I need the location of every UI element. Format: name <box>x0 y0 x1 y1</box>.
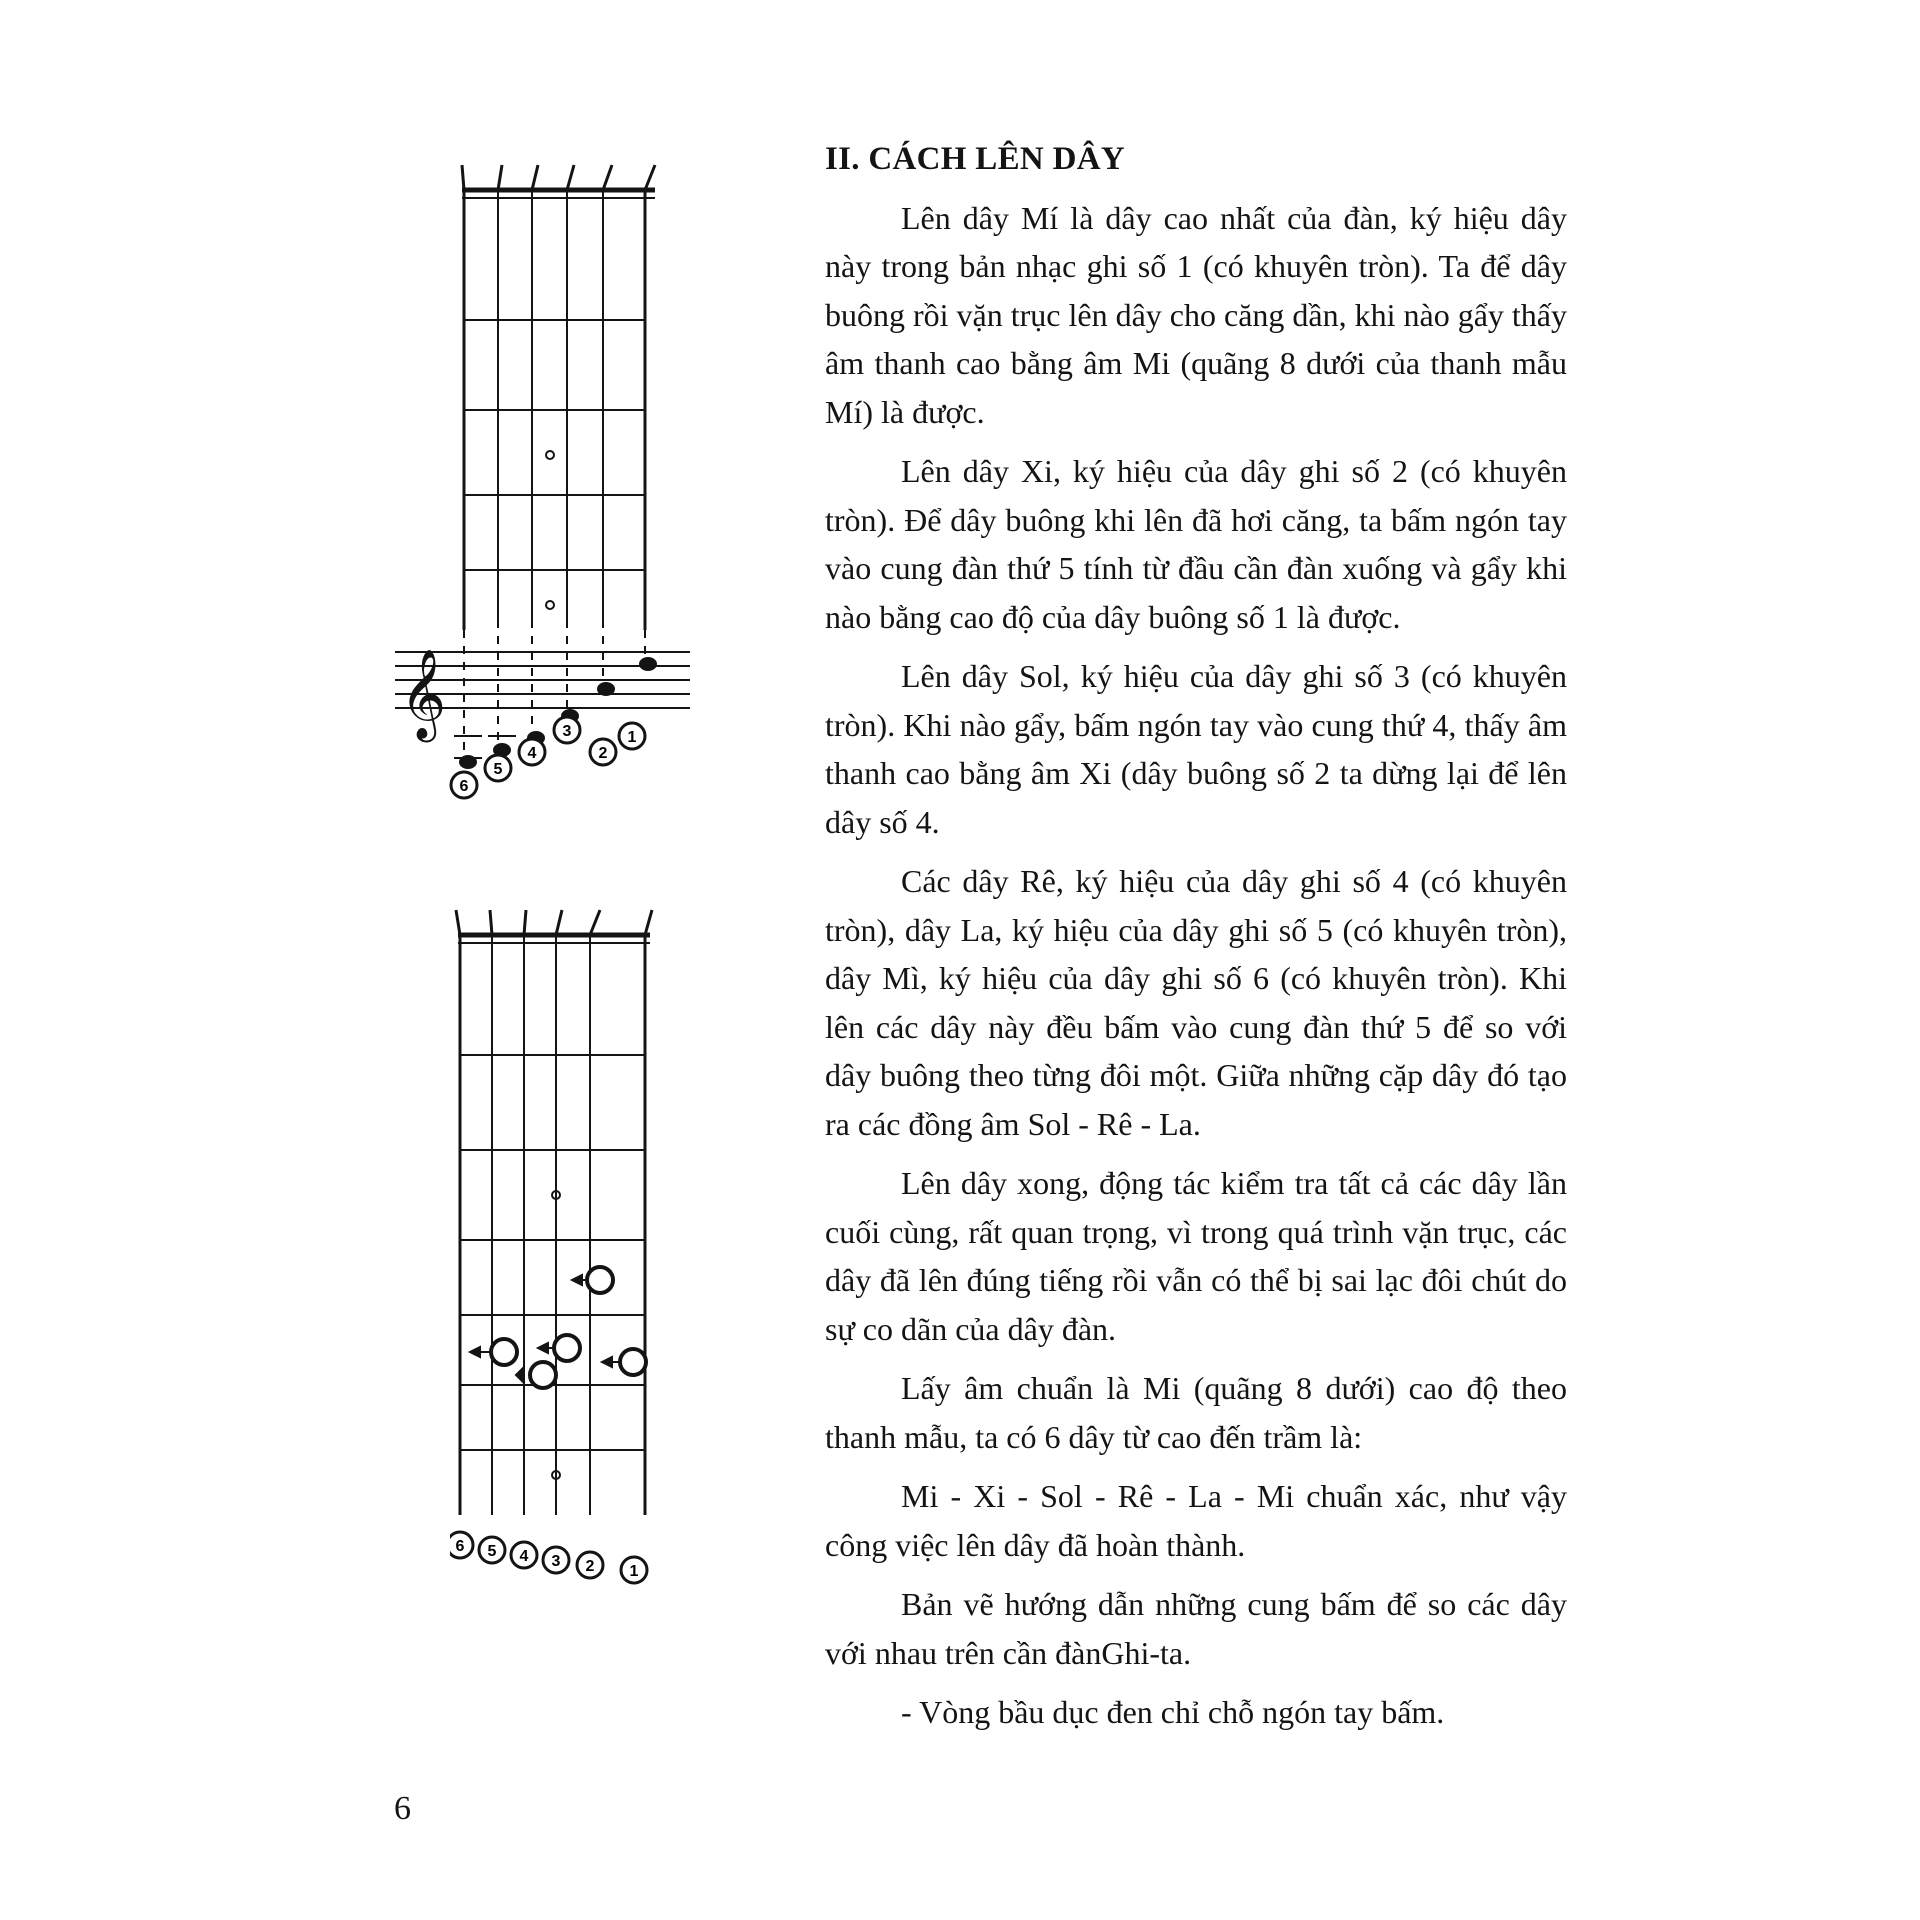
paragraph: Mi - Xi - Sol - Rê - La - Mi chuẩn xác, như vậy công việc lên dây đã hoàn thành. <box>825 1478 1567 1563</box>
string-number-1-icon <box>621 1557 647 1583</box>
note-head <box>598 683 614 695</box>
finger-position-marker <box>554 1335 580 1361</box>
string-number-2-icon <box>577 1552 603 1578</box>
string-number-5-icon <box>485 755 511 781</box>
svg-text:3: 3 <box>551 1553 561 1570</box>
svg-text:4: 4 <box>519 1548 529 1565</box>
finger-position-marker <box>530 1362 556 1388</box>
string-number-3-icon <box>554 717 580 743</box>
string-number-6-icon <box>451 772 477 798</box>
fretboard-staff-diagram <box>390 160 710 820</box>
arrow-left-icon <box>602 1357 612 1367</box>
finger-position-marker <box>491 1339 517 1365</box>
svg-text:4: 4 <box>527 745 537 762</box>
finger-position-marker <box>620 1349 646 1375</box>
fretboard-top <box>462 165 655 760</box>
svg-text:6: 6 <box>455 1538 465 1555</box>
svg-text:2: 2 <box>585 1558 595 1575</box>
string-number-circles-bottom <box>450 1532 647 1583</box>
fret-marker-dot <box>546 451 554 459</box>
string-number-2-icon <box>590 739 616 765</box>
section-title: II. CÁCH LÊN DÂY <box>825 141 1125 177</box>
svg-text:2: 2 <box>598 745 608 762</box>
finger-positions <box>491 1267 646 1388</box>
svg-text:1: 1 <box>629 1563 639 1580</box>
string-number-3-icon <box>543 1547 569 1573</box>
fret-marker-dot <box>546 601 554 609</box>
page-number: 6 <box>394 1790 411 1827</box>
string-number-4-icon <box>519 739 545 765</box>
svg-text:3: 3 <box>562 723 572 740</box>
paragraph: Lên dây xong, động tác kiểm tra tất cả các dây lần cuối cùng, rất quan trọng, vì trong quá trình vặn trục, các dây đã lên đúng tiếng rồi vẫn có thể bị sai lạc đôi chút do sự co dãn của dây đàn. <box>825 1165 1567 1347</box>
paragraph: Lên dây Xi, ký hiệu của dây ghi số 2 (có khuyên tròn). Để dây buông khi lên đã hơi căng, ta bấm ngón tay vào cung đàn thứ 5 tính từ đầu cần đàn xuống và gẩy khi nào bằng cao độ của dây buông số 1 là được. <box>825 453 1567 635</box>
paragraph: Lấy âm chuẩn là Mi (quãng 8 dưới) cao độ theo thanh mẫu, ta có 6 dây từ cao đến trầm là: <box>825 1370 1567 1455</box>
arrow-left-icon <box>572 1275 582 1285</box>
note-head <box>640 658 656 670</box>
paragraph: Các dây Rê, ký hiệu của dây ghi số 4 (có khuyên tròn), dây La, ký hiệu của dây ghi số 5 (có khuyên tròn), dây Mì, ký hiệu của dây ghi số 6 (có khuyên tròn). Khi lên các dây này đều bấm vào cung đàn thứ 5 để so với dây buông theo từng đôi một. Giữa những cặp dây đó tạo ra các đồng âm Sol - Rê - La. <box>825 863 1567 1142</box>
paragraph: - Vòng bầu dục đen chỉ chỗ ngón tay bấm. <box>901 1694 1445 1730</box>
string-number-4-icon <box>511 1542 537 1568</box>
string-number-6-icon <box>450 1532 473 1558</box>
treble-clef-icon: 𝄞 <box>400 649 447 737</box>
paragraph: Bản vẽ hướng dẫn những cung bấm để so các dây với nhau trên cần đànGhi-ta. <box>825 1586 1567 1671</box>
arrow-left-icon <box>516 1367 524 1383</box>
string-number-1-icon <box>619 723 645 749</box>
finger-position-marker <box>587 1267 613 1293</box>
svg-text:5: 5 <box>487 1543 497 1560</box>
fretboard-fingering-diagram <box>450 905 700 1605</box>
fretboard-bottom <box>456 910 652 1515</box>
fret-marker-dots <box>546 451 554 609</box>
svg-text:6: 6 <box>459 778 469 795</box>
arrow-left-icon <box>470 1347 480 1357</box>
svg-text:1: 1 <box>627 729 637 746</box>
paragraph: Lên dây Mí là dây cao nhất của đàn, ký hiệu dây này trong bản nhạc ghi số 1 (có khuyên tròn). Ta để dây buông rồi vặn trục lên dây cho căng dần, khi nào gẩy thấy âm thanh cao bằng âm Mi (quãng 8 dưới của thanh mẫu Mí) là được. <box>825 199 1567 430</box>
string-number-5-icon <box>479 1537 505 1563</box>
staff-notes <box>454 658 656 768</box>
svg-text:5: 5 <box>493 761 503 778</box>
arrow-left-icon <box>538 1343 548 1353</box>
text-column <box>825 135 1567 1748</box>
paragraph: Lên dây Sol, ký hiệu của dây ghi số 3 (có khuyên tròn). Khi nào gẩy, bấm ngón tay vào cung thứ 4, thấy âm thanh cao bằng âm Xi (dây buông số 2 ta dừng lại để lên dây số 4. <box>825 658 1567 840</box>
